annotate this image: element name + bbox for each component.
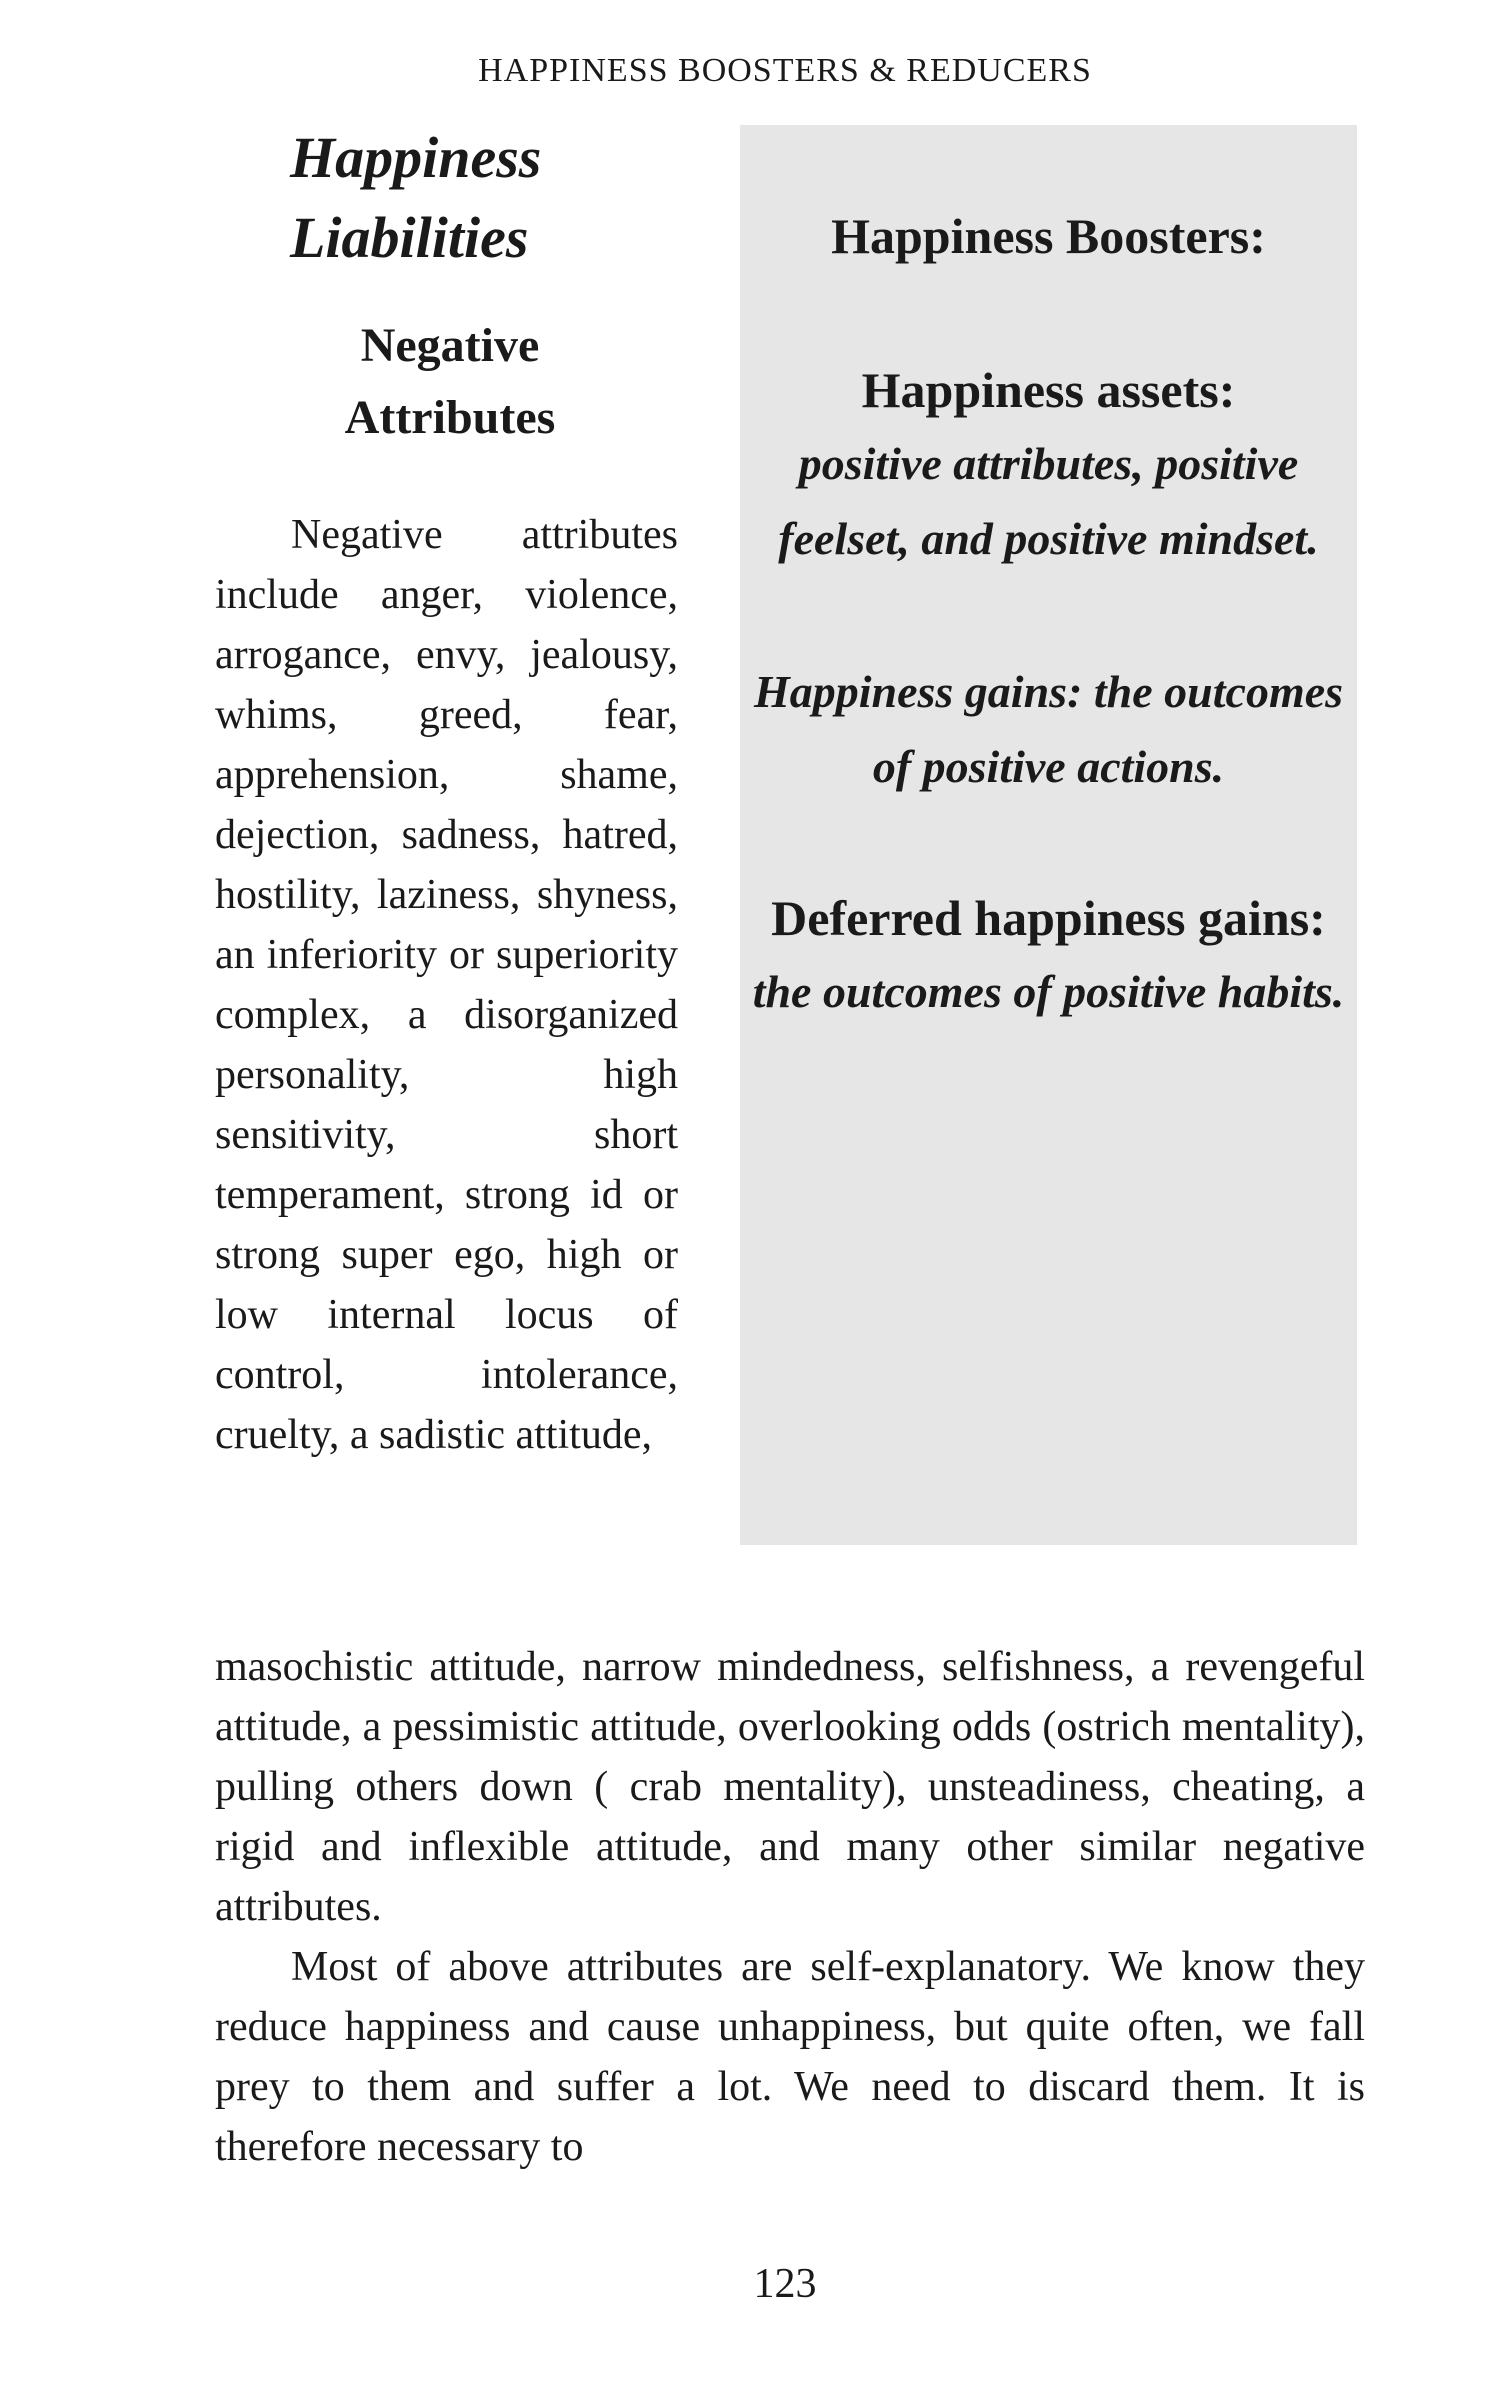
left-column-text: Negative attributes include anger, violence, arrogance, envy, jealousy, whims, greed, fear, apprehension, shame, dejection, sadness, hatred, hostility, laziness, shyness, an inferiority or superiority complex, a disorganized personality, high sensitivity, short temperament, strong id or strong super ego, high or low internal locus of control, intolerance, cruelty, a sadistic attitude, xyxy=(215,512,678,1458)
sidebar-deferred-heading: Deferred happiness gains: xyxy=(771,890,1326,946)
sidebar-assets-text: positive attributes, positive feelset, and positive mindset. xyxy=(778,438,1319,564)
subheading: Negative Attributes xyxy=(344,319,556,444)
full-width-text xyxy=(215,1637,1365,2177)
sidebar-deferred-text: the outcomes of positive habits. xyxy=(752,966,1345,1017)
page-number: 123 xyxy=(753,2261,817,2307)
sidebar-assets xyxy=(740,354,1357,576)
sidebar-assets-heading: Happiness assets: xyxy=(861,362,1236,418)
sidebar-gains-text: Happiness gains: the outcomes of positive actions. xyxy=(753,666,1344,792)
continued-paragraph: masochistic attitude, narrow mindedness, selfishness, a revengeful attitude, a pessimistic attitude, overlooking odds (ostrich mentality), pulling others down ( crab mentality), unsteadiness, cheating, a rigid and inflexible attitude, and many other similar negative attributes. xyxy=(215,1644,1365,1930)
sidebar-deferred xyxy=(740,882,1357,1029)
paragraph-2: Most of above attributes are self-explanatory. We know they reduce happiness and cause unhappiness, but quite often, we fall prey to them and suffer a lot. We need to discard them. It is therefore necessary to xyxy=(215,1944,1365,2170)
sidebar-box xyxy=(740,125,1357,1545)
sidebar-heading: Happiness Boosters: xyxy=(831,208,1266,264)
sidebar-gains xyxy=(740,654,1357,804)
section-title: Happiness Liabilities xyxy=(290,125,542,270)
running-head: HAPPINESS BOOSTERS & REDUCERS xyxy=(478,52,1092,89)
